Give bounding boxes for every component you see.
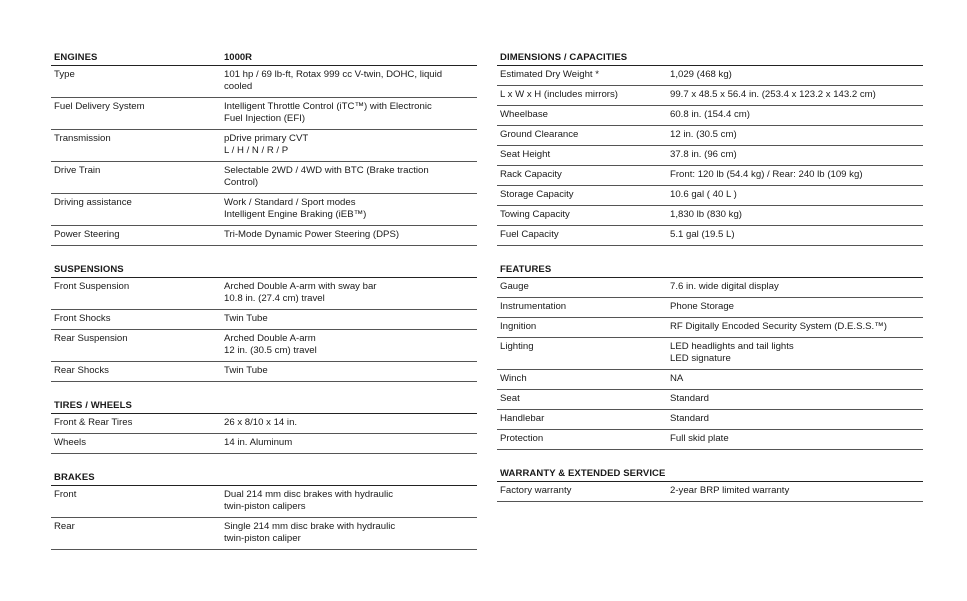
spec-label: Fuel Capacity <box>500 229 559 240</box>
spec-value: 26 x 8/10 x 14 in. <box>224 417 298 428</box>
spec-row <box>497 482 923 502</box>
spec-value: 2-year BRP limited warranty <box>670 485 790 496</box>
spec-row <box>51 518 477 550</box>
spec-row <box>497 338 923 370</box>
spec-label: Lighting <box>500 341 534 352</box>
spec-row <box>497 298 923 318</box>
spec-value: 37.8 in. (96 cm) <box>670 149 737 160</box>
spec-row <box>497 86 923 106</box>
spec-value: 10.6 gal ( 40 L ) <box>670 189 737 200</box>
spec-value: 5.1 gal (19.5 L) <box>670 229 735 240</box>
spec-row <box>497 206 923 226</box>
spec-row <box>51 226 477 246</box>
section-header <box>497 466 923 482</box>
spec-label: Towing Capacity <box>500 209 570 220</box>
spec-label: Ground Clearance <box>500 129 579 140</box>
spec-row <box>51 330 477 362</box>
spec-label: Ingnition <box>500 321 537 332</box>
spec-row <box>497 278 923 298</box>
spec-value: Phone Storage <box>670 301 735 312</box>
spec-value: Twin Tube <box>224 313 268 324</box>
spec-label: Front <box>54 489 77 500</box>
section-title: WARRANTY & EXTENDED SERVICE <box>500 468 666 479</box>
section-header <box>51 470 477 486</box>
spec-row <box>497 146 923 166</box>
spec-value: Tri-Mode Dynamic Power Steering (DPS) <box>224 229 400 240</box>
spec-section-features <box>497 262 923 450</box>
spec-value: 1,029 (468 kg) <box>670 69 732 80</box>
section-header <box>51 262 477 278</box>
spec-row <box>497 106 923 126</box>
spec-label: Storage Capacity <box>500 189 574 200</box>
spec-section-dimensions-capacities <box>497 50 923 246</box>
spec-label: Gauge <box>500 281 529 292</box>
section-title: FEATURES <box>500 264 552 275</box>
spec-label: Transmission <box>54 133 111 144</box>
section-header <box>51 398 477 414</box>
spec-label: Wheels <box>54 437 86 448</box>
spec-value: 14 in. Aluminum <box>224 437 293 448</box>
spec-value: 101 hp / 69 lb-ft, Rotax 999 cc V-twin, DOHC, liquid cooled <box>224 69 443 92</box>
section-value-header: 1000R <box>224 52 252 63</box>
spec-row <box>51 98 477 130</box>
spec-label: Driving assistance <box>54 197 132 208</box>
spec-value: pDrive primary CVT L / H / N / R / P <box>224 133 309 156</box>
left-spec-column <box>51 50 477 566</box>
spec-row <box>51 434 477 454</box>
spec-value: 60.8 in. (154.4 cm) <box>670 109 750 120</box>
spec-row <box>51 66 477 98</box>
spec-value: 12 in. (30.5 cm) <box>670 129 737 140</box>
spec-label: Seat Height <box>500 149 551 160</box>
spec-value: 1,830 lb (830 kg) <box>670 209 742 220</box>
spec-label: Seat <box>500 393 520 404</box>
spec-row <box>51 414 477 434</box>
spec-label: Factory warranty <box>500 485 572 496</box>
spec-value: RF Digitally Encoded Security System (D.E.S.S.™) <box>670 321 887 332</box>
spec-value: Dual 214 mm disc brakes with hydraulic twin-piston calipers <box>224 489 394 512</box>
spec-value: Standard <box>670 393 709 404</box>
spec-label: Rear <box>54 521 75 532</box>
spec-label: Handlebar <box>500 413 545 424</box>
spec-section-tires-wheels <box>51 398 477 454</box>
spec-value: Single 214 mm disc brake with hydraulic twin-piston caliper <box>224 521 396 544</box>
section-header <box>51 50 477 66</box>
spec-label: Rear Suspension <box>54 333 128 344</box>
spec-value: LED headlights and tail lights LED signature <box>670 341 794 364</box>
spec-row <box>497 370 923 390</box>
spec-row <box>497 390 923 410</box>
spec-label: Front Shocks <box>54 313 111 324</box>
spec-label: Type <box>54 69 75 80</box>
spec-section-brakes <box>51 470 477 550</box>
spec-value: Full skid plate <box>670 433 729 444</box>
spec-label: Wheelbase <box>500 109 548 120</box>
spec-row <box>51 130 477 162</box>
section-title: BRAKES <box>54 472 95 483</box>
spec-section-engines <box>51 50 477 246</box>
section-header <box>497 50 923 66</box>
spec-label: Front & Rear Tires <box>54 417 133 428</box>
spec-label: Fuel Delivery System <box>54 101 145 112</box>
section-title: TIRES / WHEELS <box>54 400 132 411</box>
spec-row <box>51 162 477 194</box>
spec-value: Arched Double A-arm 12 in. (30.5 cm) travel <box>224 333 317 356</box>
spec-row <box>497 226 923 246</box>
spec-label: Rear Shocks <box>54 365 109 376</box>
spec-label: Instrumentation <box>500 301 567 312</box>
spec-section-warranty-extended-service <box>497 466 923 502</box>
spec-section-suspensions <box>51 262 477 382</box>
spec-value: Twin Tube <box>224 365 268 376</box>
spec-value: Arched Double A-arm with sway bar 10.8 in. (27.4 cm) travel <box>224 281 377 304</box>
spec-row <box>51 362 477 382</box>
spec-row <box>51 486 477 518</box>
spec-value: Work / Standard / Sport modes Intelligent Engine Braking (iEB™) <box>224 197 367 220</box>
spec-value: 7.6 in. wide digital display <box>670 281 779 292</box>
spec-row <box>497 430 923 450</box>
spec-row <box>497 318 923 338</box>
spec-row <box>51 310 477 330</box>
spec-value: Front: 120 lb (54.4 kg) / Rear: 240 lb (109 kg) <box>670 169 863 180</box>
spec-label: L x W x H (includes mirrors) <box>500 89 618 100</box>
spec-value: NA <box>670 373 684 384</box>
spec-row <box>497 166 923 186</box>
spec-value: Intelligent Throttle Control (iTC™) with Electronic Fuel Injection (EFI) <box>224 101 432 124</box>
spec-label: Power Steering <box>54 229 120 240</box>
spec-label: Estimated Dry Weight * <box>500 69 599 80</box>
spec-row <box>497 186 923 206</box>
spec-value: Standard <box>670 413 709 424</box>
spec-label: Winch <box>500 373 527 384</box>
spec-label: Protection <box>500 433 544 444</box>
spec-row <box>497 410 923 430</box>
spec-label: Drive Train <box>54 165 101 176</box>
spec-row <box>51 278 477 310</box>
spec-label: Front Suspension <box>54 281 130 292</box>
section-title: ENGINES <box>54 52 98 63</box>
spec-row <box>51 194 477 226</box>
spec-value: Selectable 2WD / 4WD with BTC (Brake traction Control) <box>224 165 429 188</box>
spec-row <box>497 126 923 146</box>
section-title: DIMENSIONS / CAPACITIES <box>500 52 628 63</box>
spec-label: Rack Capacity <box>500 169 562 180</box>
spec-value: 99.7 x 48.5 x 56.4 in. (253.4 x 123.2 x 143.2 cm) <box>670 89 876 100</box>
section-title: SUSPENSIONS <box>54 264 124 275</box>
right-spec-column <box>497 50 923 518</box>
section-header <box>497 262 923 278</box>
spec-row <box>497 66 923 86</box>
